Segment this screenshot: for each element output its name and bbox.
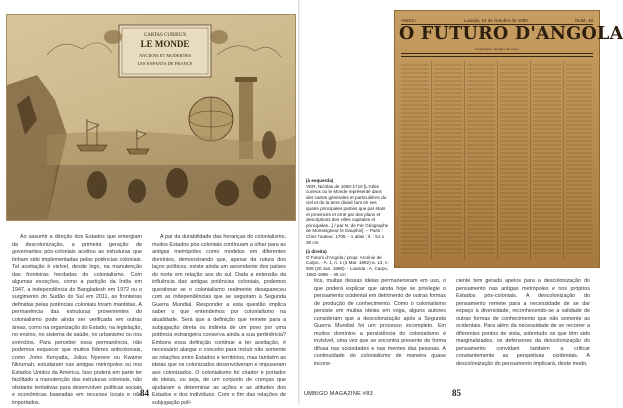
banner-line-1: CARTAS CURIEUX [143, 33, 187, 38]
paragraph: Ao assumir a direção dos Estados que emergiam da descolonização, a primeira geração de governantes pós-coloniais aceitou as estruturas que tinham sido implementadas pelas potências coloniais. Tal aceitação é visível, desde logo, na manutenção das fronteiras herdadas do colonialismo. Com algumas exceções, como a partição da Índia em 1947, a independência do Bangladesh em 1972 ou o surgimento do Sudão do Sul em 2011, as fronteiras definidas pelas potências coloniais foram mantidas. A permanência das estruturas provenientes do colonialismo pode ainda ser verificada em outras áreas, como na organização do Estado, na legislação, no ensino, no sistema de saúde, no urbanismo ou nos exércitos. Para perceber essa permanência, não podemos esquecer que muitos líderes anticoloniais, como Jomo Kenyatta, Julius Nyerere ou Kwame Nkrumah, estudaram nas antigas metrópoles ou nos Estados Unidos da América. Isso poderá em parte ter facilitado a manutenção das estruturas coloniais, não obstante tentativas para desenvolver políticas sociais e económicas baseadas em recursos locais e não importados. [12, 234, 142, 407]
caption-right-label: (à direita) [306, 249, 327, 255]
page-number-left [140, 388, 149, 398]
body-text-column-2 [152, 234, 286, 408]
newspaper-subtitle: Proprietário, Arcénio de Carpo [475, 47, 519, 51]
caption-left-text: VER, Nicolas de 1650-1710 [L'Atlas curieux ou le Monde représenté dans des cartes générales et particulières du ciel et de la terre divisé tant en ses quatre principales parties que par états et provinces et orné par des plans et descriptions des villes capitales et principales...] / par N. de Fer Géographe de Monseigneur le Dauphin]. – Paris : Chez l'auteur, 1705. - 1 atlas ; il. : 51 x 36 cm [306, 183, 389, 245]
banner-line-2: LE MONDE [140, 39, 190, 49]
paragraph: tica, muitas dessas ideias permaneceram em uso, o que poderá explicar que ainda hoje se privilegie o pensamento ocidental em detrimento de outras formas de produção de conhecimento. Como o colonialismo persiste em muitas ideias em voga, alguns autores consideram que a descolonização após a Segunda Guerra Mundial foi um processo incompleto. Em muitos domínios a persistência do colonialismo é invisível, uma vez que se encontra presente de forma difusa nas sociedades e nas mentes das pessoas. A continuidade do colonialismo de maneira quase incons- [314, 278, 446, 368]
page-number-right [452, 388, 461, 398]
body-text-column-3 [314, 278, 446, 369]
body-text-column-1 [12, 234, 142, 408]
caption-left-label: (à esquerda) [306, 178, 334, 183]
newspaper-header-line [401, 16, 593, 24]
newspaper-image [394, 10, 623, 268]
paragraph: A par da durabilidade das heranças do colonialismo, muitos Estados pós-coloniais continuam a olhar para as antigas metrópoles como modelos em diferentes domínios, demonstrando que, apesar da rutura dos laços políticos, existe ainda um ascendente dos países do norte em relação aos do sul. Dada a extensão da influência das antigas potências coloniais, podemos questionar se o colonialismo realmente desapareceu com as independências que se seguiram à Segunda Guerra Mundial. Responder a esta questão implica saber o que entendemos por colonialismo na atualidade. Será que a definição que remete para a subjugação direta ou indireta de um povo por uma potência estrangeira conserva ainda a sua pertinência? Embora essa definição continue a ter aceitação, é necessário alargar o conceito para incluir não somente as relações entre Estados e territórios, mas também as ideias que os colonizados desenvolveram e impuseram aos colonizados. O colonialismo foi criador e portador de ideias, ou seja, de um conjunto de crenças que ajudaram a determinar as ações e as atitudes dos Estados e dos indivíduos. Com o fim das relações de subjugação polí- [152, 234, 286, 407]
image-caption [306, 178, 390, 277]
banner-line-3: ANCIENS ET MODERNES [139, 53, 191, 58]
caption-right-text: O Futuro d'Angola / propr. Arcénio de Carpo. - A. 1, n. 1 (4 Mar. 1882)-a. 13, n. 508 (20 Jan. 1896). - Loanda : A. Carpo, 1882-1896. - 45 cm [306, 254, 389, 277]
newspaper-masthead: O FUTURO D'ANGOLA [399, 24, 623, 44]
newspaper-columns [401, 61, 593, 261]
engraving-artwork [7, 15, 295, 220]
body-text-column-4 [456, 278, 590, 369]
newspaper-date: Loanda, 16 de Outubro de 1890 [463, 17, 528, 23]
left-page [0, 0, 300, 405]
folio-number: 85 [452, 388, 461, 398]
newspaper-year: ANNO I [401, 17, 417, 23]
right-page [300, 0, 623, 405]
banner-line-4: LES ENFANTS DE FRANCE [137, 61, 193, 66]
atlas-engraving-image [6, 14, 296, 221]
paragraph: ciente tem gerado apelos para a descolonização do pensamento nas antigas metrópoles e nos próprios Estados pós-coloniais. A descolonização do pensamento remete para a necessidade de se dar espaço à diversidade, reconhecendo-se a validade de outras formas de conhecimento que não somente as ocidentais. Para além da necessidade de se recorrer a diferentes pontos de vista, sobretudo os que têm sido marginalizados, os defensores da descolonização do pensamento convidam também a criticar constantemente as perspetivas ocidentais. A descolonização do pensamento implicará, deste modo, [456, 278, 590, 368]
folio-number: 84 [140, 388, 149, 398]
newspaper-issue: NUM. 48 [575, 17, 593, 23]
magazine-running-footer: UMBIGO MAGAZINE #83 [304, 391, 373, 397]
